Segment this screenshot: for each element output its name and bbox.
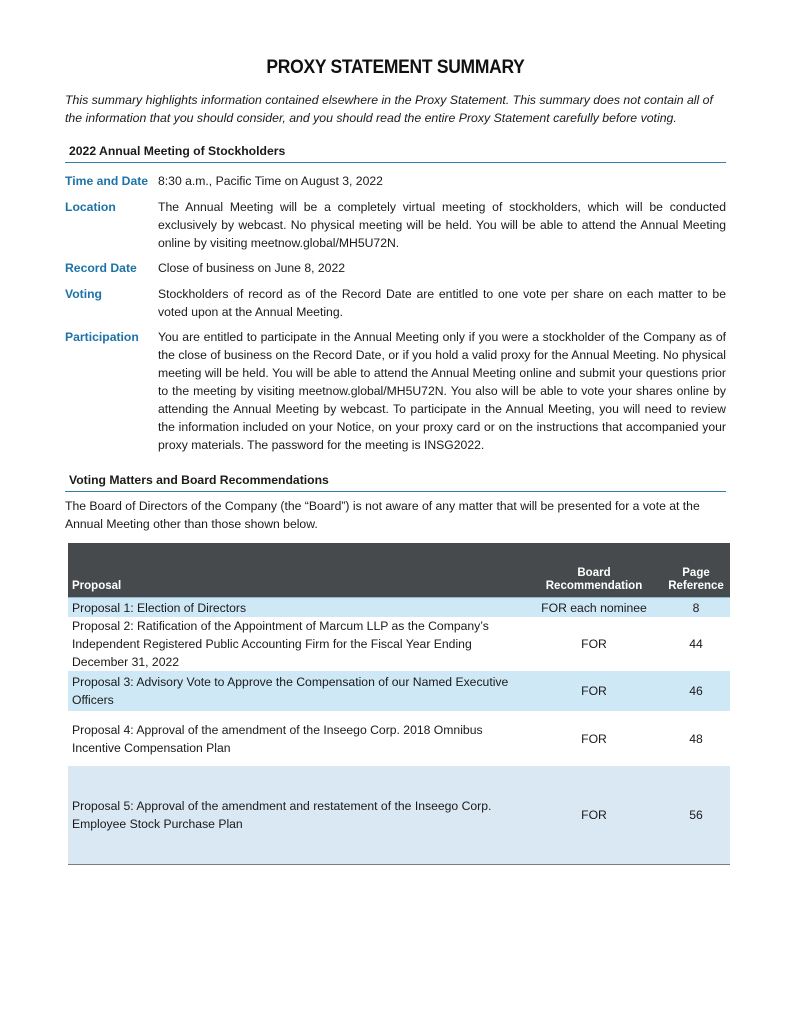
- page-cell: 8: [662, 598, 730, 618]
- table-row: [68, 598, 730, 618]
- proposals-table: [68, 543, 730, 865]
- recommendation-cell: FOR each nominee: [526, 598, 662, 618]
- meeting-section-heading: [65, 142, 726, 163]
- term-voting: Voting: [65, 287, 103, 301]
- term-participation: Participation: [65, 330, 139, 344]
- recommendation-cell: FOR: [526, 766, 662, 865]
- voting-heading-text: Voting Matters and Board Recommendations: [69, 473, 329, 487]
- header-page-reference: Page Reference: [662, 543, 730, 598]
- proposal-cell: Proposal 4: Approval of the amendment of the Inseego Corp. 2018 Omnibus Incentive Compensation Plan: [68, 711, 526, 766]
- term-location: Location: [65, 200, 116, 214]
- page-cell: 46: [662, 671, 730, 711]
- term-time-and-date: Time and Date: [65, 174, 149, 188]
- page-cell: 44: [662, 617, 730, 671]
- header-board-recommendation: Board Recommendation: [526, 543, 662, 598]
- proposal-cell: Proposal 3: Advisory Vote to Approve the Compensation of our Named Executive Officers: [68, 671, 526, 711]
- table-row: [68, 766, 730, 865]
- desc-record-date: Close of business on June 8, 2022: [158, 261, 346, 275]
- proposal-cell: Proposal 2: Ratification of the Appointment of Marcum LLP as the Company’s Independent Registered Public Accounting Firm for the Fiscal Year Ending December 31, 2022: [68, 617, 526, 671]
- recommendation-cell: FOR: [526, 671, 662, 711]
- proposal-cell: Proposal 1: Election of Directors: [68, 598, 526, 618]
- desc-voting: Stockholders of record as of the Record Date are entitled to one vote per share on each matter to be voted upon at the Annual Meeting.: [158, 287, 726, 319]
- board-statement: The Board of Directors of the Company (the “Board”) is not aware of any matter that will be presented for a vote at the Annual Meeting other than those shown below.: [65, 499, 700, 531]
- page-title: PROXY STATEMENT SUMMARY: [266, 57, 525, 78]
- proposal-cell: Proposal 5: Approval of the amendment and restatement of the Inseego Corp. Employee Stock Purchase Plan: [68, 766, 526, 865]
- desc-participation: You are entitled to participate in the Annual Meeting only if you were a stockholder of the Company as of the close of business on the Record Date, or if you hold a valid proxy for the Annual Meeting. No physical meeting will be held. You will be able to attend the Annual Meeting online and submit your questions prior to the meeting by visiting meetnow.global/MH5U72N. You also will be able to vote your shares online by attending the Annual Meeting by webcast. To participate in the Annual Meeting, you will need to review the information included on your Notice, on your proxy card or on the instructions that accompanied your proxy materials. The password for the meeting is INSG2022.: [158, 330, 726, 452]
- intro-paragraph: This summary highlights information contained elsewhere in the Proxy Statement. This summary does not contain all of the information that you should consider, and you should read the entire Proxy Statement carefully before voting.: [65, 93, 713, 125]
- table-row: [68, 617, 730, 671]
- meeting-heading-text: 2022 Annual Meeting of Stockholders: [69, 144, 286, 158]
- page-cell: 56: [662, 766, 730, 865]
- desc-time-and-date: 8:30 a.m., Pacific Time on August 3, 2022: [158, 174, 383, 188]
- recommendation-cell: FOR: [526, 711, 662, 766]
- header-proposal: Proposal: [68, 543, 526, 598]
- table-row: [68, 711, 730, 766]
- desc-location: The Annual Meeting will be a completely virtual meeting of stockholders, which will be conducted exclusively by webcast. No physical meeting will be held. You will be able to attend the Annual Meeting online by visiting meetnow.global/MH5U72N.: [158, 200, 726, 250]
- term-record-date: Record Date: [65, 261, 137, 275]
- table-row: [68, 671, 730, 711]
- table-header-row: [68, 543, 730, 598]
- recommendation-cell: FOR: [526, 617, 662, 671]
- page-cell: 48: [662, 711, 730, 766]
- voting-section-heading: [65, 471, 726, 492]
